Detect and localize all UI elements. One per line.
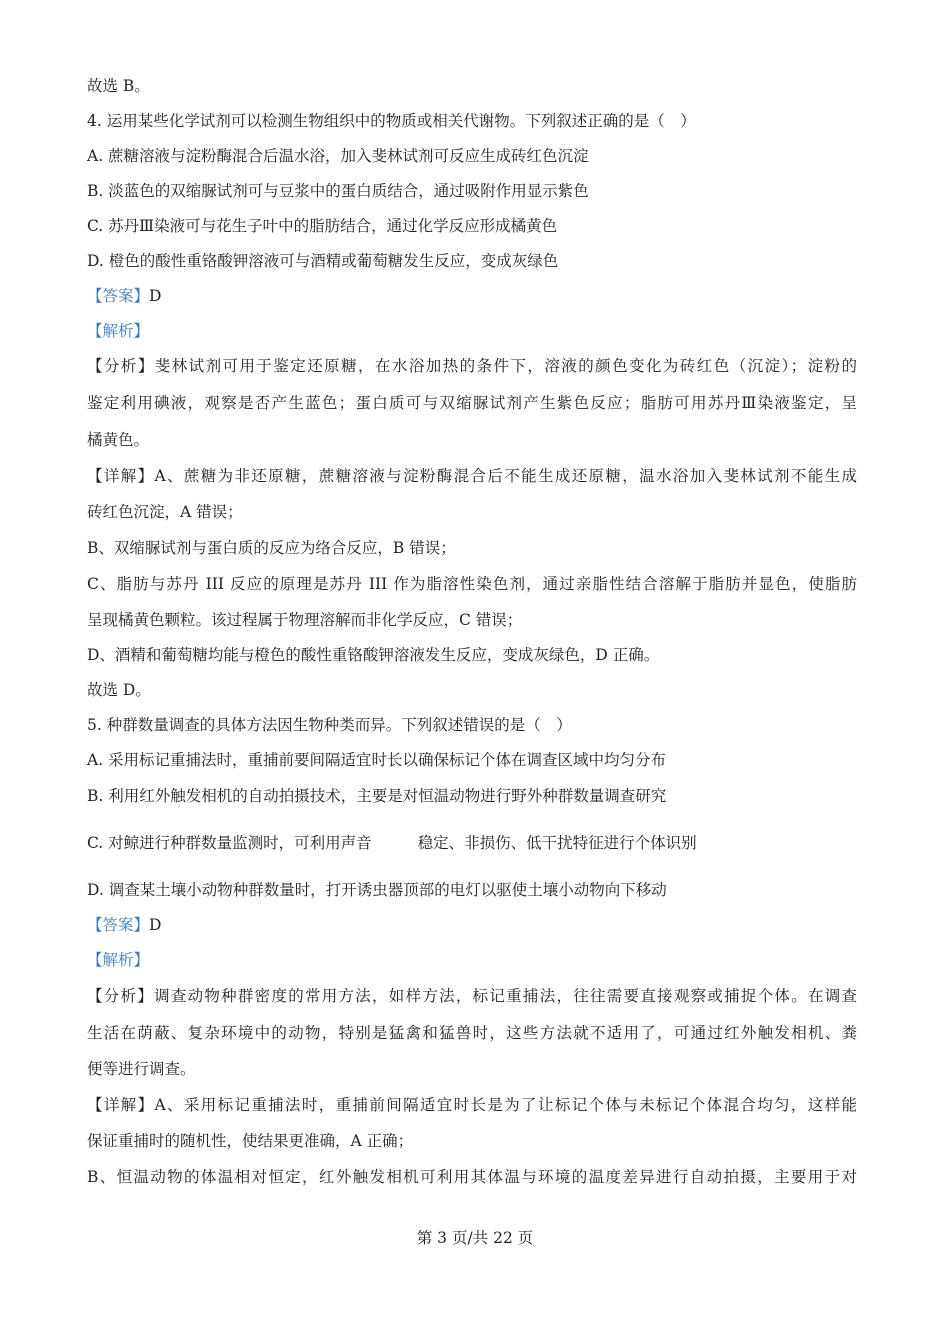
q5-option-c [87, 833, 697, 853]
q5-xiangjie-line: 保证重捕时的随机性，使结果更准确，A 正确； [87, 1132, 414, 1150]
q4-option-d: D. 橙色的酸性重铬酸钾溶液可与酒精或葡萄糖发生反应，变成灰绿色 [87, 252, 559, 270]
q5-fenxi-line: 生活在荫蔽、复杂环境中的动物，特别是猛禽和猛兽时，这些方法就不适用了，可通过红外触发相机、粪 [87, 1024, 857, 1042]
q4-xiangjie-line: B、双缩脲试剂与蛋白质的反应为络合反应，B 错误； [87, 539, 456, 557]
q4-option-a: A. 蔗糖溶液与淀粉酶混合后温水浴，加入斐林试剂可反应生成砖红色沉淀 [87, 147, 589, 165]
xiangjie-text: A、采用标记重捕法时，重捕前间隔适宜时长是为了让标记个体与未标记个体混合均匀，这样能 [154, 1096, 857, 1114]
q4-option-c: C. 苏丹Ⅲ染液可与花生子叶中的脂肪结合，通过化学反应形成橘黄色 [87, 217, 558, 235]
q4-conclusion: 故选 D。 [87, 681, 151, 699]
q4-xiangjie-line: 砖红色沉淀，A 错误； [87, 503, 243, 521]
q4-analysis-tag: 【解析】 [87, 322, 150, 340]
fenxi-text: 调查动物种群密度的常用方法，如样方法，标记重捕法，往往需要直接观察或捕捉个体。在调查 [154, 987, 857, 1005]
q4-xiangjie-line: 呈现橘黄色颗粒。该过程属于物理溶解而非化学反应，C 错误； [87, 611, 523, 629]
q5-option-d: D. 调查某土壤小动物种群数量时，打开诱虫器顶部的电灯以驱使土壤小动物向下移动 [87, 881, 667, 899]
fenxi-text: 斐林试剂可用于鉴定还原糖，在水浴加热的条件下，溶液的颜色变化为砖红色（沉淀）；淀粉的 [154, 357, 857, 375]
page-footer: 第 3 页/共 22 页 [416, 1229, 534, 1247]
q4-stem: 4. 运用某些化学试剂可以检测生物组织中的物质或相关代谢物。下列叙述正确的是（ ） [87, 112, 696, 130]
q5-xiangjie-line: B、恒温动物的体温相对恒定，红外触发相机可利用其体温与环境的温度差异进行自动拍摄，主要用于对 [87, 1168, 857, 1186]
answer-value: D [149, 916, 162, 934]
q4-option-b: B. 淡蓝色的双缩脲试剂可与豆浆中的蛋白质结合，通过吸附作用显示紫色 [87, 182, 589, 200]
answer-tag: 【答案】 [87, 287, 150, 305]
q4-xiangjie-line [87, 466, 857, 486]
q5-answer [87, 915, 161, 935]
fenxi-tag: 【分析】 [87, 987, 155, 1005]
q4-xiangjie-line: D、酒精和葡萄糖均能与橙色的酸性重铬酸钾溶液发生反应，变成灰绿色，D 正确。 [87, 646, 660, 664]
q5-option-a: A. 采用标记重捕法时，重捕前要间隔适宜时长以确保标记个体在调查区域中均匀分布 [87, 751, 667, 769]
q4-xiangjie-line: C、脂肪与苏丹 III 反应的原理是苏丹 III 作为脂溶性染色剂，通过亲脂性结合溶解于脂肪并显色，使脂肪 [87, 575, 857, 593]
xiangjie-text: A、蔗糖为非还原糖，蔗糖溶液与淀粉酶混合后不能生成还原糖，温水浴加入斐林试剂不能生成 [154, 467, 857, 485]
xiangjie-tag: 【详解】 [87, 467, 155, 485]
q5-analysis-tag: 【解析】 [87, 951, 150, 969]
xiangjie-tag: 【详解】 [87, 1096, 155, 1114]
option-c-part1: C. 对鲸进行种群数量监测时，可利用声音 [87, 834, 372, 852]
fenxi-tag: 【分析】 [87, 357, 155, 375]
q5-fenxi-line [87, 986, 857, 1006]
q5-xiangjie-line [87, 1095, 857, 1115]
q5-option-b: B. 利用红外触发相机的自动拍摄技术，主要是对恒温动物进行野外种群数量调查研究 [87, 787, 667, 805]
q4-fenxi-line: 橘黄色。 [87, 431, 150, 449]
q5-fenxi-line: 便等进行调查。 [87, 1060, 196, 1078]
prev-conclusion: 故选 B。 [87, 77, 150, 95]
q4-answer [87, 286, 161, 306]
q4-fenxi-line: 鉴定利用碘液，观察是否产生蓝色；蛋白质可与双缩脲试剂产生紫色反应；脂肪可用苏丹Ⅲ染液鉴定，呈 [87, 394, 857, 412]
answer-tag: 【答案】 [87, 916, 150, 934]
q4-fenxi-line [87, 356, 857, 376]
option-c-part2: 稳定、非损伤、低干扰特征进行个体识别 [417, 834, 697, 852]
answer-value: D [149, 287, 162, 305]
q5-stem: 5. 种群数量调查的具体方法因生物种类而异。下列叙述错误的是（ ） [87, 716, 572, 734]
